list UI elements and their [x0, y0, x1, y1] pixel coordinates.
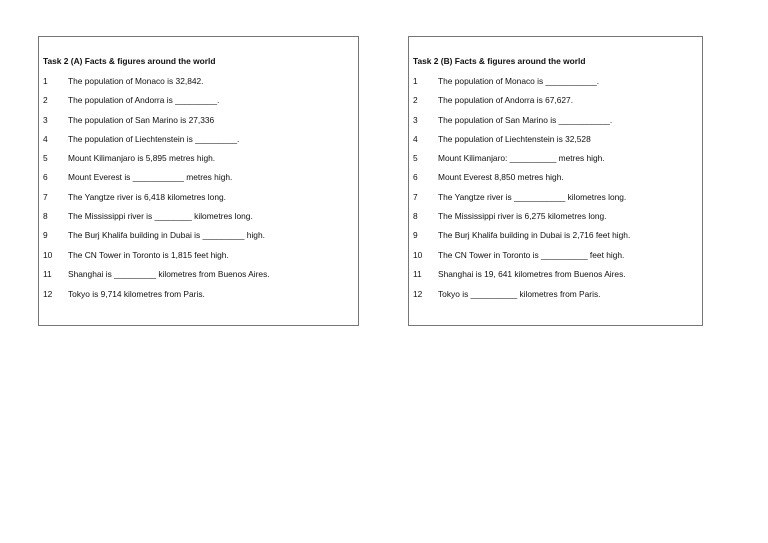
item-number: 4 [413, 134, 418, 144]
task-b-card [408, 36, 703, 326]
task-b-item-6 [413, 172, 564, 182]
item-text: The population of Andorra is 67,627. [438, 95, 574, 105]
task-a-item-7 [43, 192, 226, 202]
item-text: The population of Liechtenstein is 32,528 [438, 134, 591, 144]
task-b-item-5 [413, 153, 605, 163]
task-b-item-11 [413, 269, 626, 279]
item-text: Shanghai is _________ kilometres from Buenos Aires. [68, 269, 270, 279]
task-b-item-3 [413, 115, 612, 125]
task-a-item-4 [43, 134, 239, 144]
item-number: 9 [43, 230, 48, 240]
item-text: The CN Tower in Toronto is 1,815 feet high. [68, 250, 229, 260]
item-text: The population of Andorra is _________. [68, 95, 220, 105]
task-a-item-8 [43, 211, 253, 221]
item-text: Mount Everest is ___________ metres high. [68, 172, 233, 182]
task-b-item-2 [413, 95, 573, 105]
task-a-item-1 [43, 76, 204, 86]
item-text: The CN Tower in Toronto is __________ feet high. [438, 250, 625, 260]
task-a-item-12 [43, 289, 205, 299]
item-text: The Yangtze river is ___________ kilometres long. [438, 192, 627, 202]
item-text: The Mississippi river is 6,275 kilometres long. [438, 211, 607, 221]
task-b-title: Task 2 (B) Facts & figures around the world [413, 56, 586, 66]
task-a-item-10 [43, 250, 229, 260]
task-b-item-4 [413, 134, 591, 144]
task-a-card [38, 36, 359, 326]
item-text: Shanghai is 19, 641 kilometres from Buenos Aires. [438, 269, 626, 279]
task-a-item-5 [43, 153, 215, 163]
item-number: 3 [413, 115, 418, 125]
item-text: Tokyo is 9,714 kilometres from Paris. [68, 289, 205, 299]
item-number: 12 [43, 289, 53, 299]
item-text: The population of Monaco is ___________. [438, 76, 600, 86]
task-b-item-7 [413, 192, 626, 202]
item-number: 10 [43, 250, 53, 260]
task-b-item-12 [413, 289, 600, 299]
task-a-item-2 [43, 95, 219, 105]
task-a-item-9 [43, 230, 265, 240]
item-text: The population of San Marino is 27,336 [68, 115, 215, 125]
item-number: 2 [43, 95, 48, 105]
item-number: 12 [413, 289, 423, 299]
item-number: 2 [413, 95, 418, 105]
item-number: 3 [43, 115, 48, 125]
item-number: 4 [43, 134, 48, 144]
item-number: 9 [413, 230, 418, 240]
task-b-item-10 [413, 250, 624, 260]
item-text: The Burj Khalifa building in Dubai is 2,716 feet high. [438, 230, 631, 240]
item-number: 11 [413, 269, 422, 279]
item-text: The population of Liechtenstein is _________. [68, 134, 240, 144]
item-text: The population of Monaco is 32,842. [68, 76, 204, 86]
item-text: Mount Kilimanjaro is 5,895 metres high. [68, 153, 216, 163]
item-number: 8 [43, 211, 48, 221]
item-number: 6 [413, 172, 418, 182]
item-number: 7 [43, 192, 48, 202]
item-text: The Yangtze river is 6,418 kilometres long. [68, 192, 226, 202]
task-b-item-1 [413, 76, 599, 86]
item-text: The Burj Khalifa building in Dubai is _________ high. [68, 230, 265, 240]
item-number: 1 [413, 76, 418, 86]
item-number: 1 [43, 76, 48, 86]
task-b-item-9 [413, 230, 630, 240]
item-text: Tokyo is __________ kilometres from Paris. [438, 289, 601, 299]
task-a-item-3 [43, 115, 214, 125]
item-number: 5 [43, 153, 48, 163]
item-number: 6 [43, 172, 48, 182]
task-b-item-8 [413, 211, 607, 221]
item-text: Mount Everest 8,850 metres high. [438, 172, 564, 182]
task-a-item-11 [43, 269, 270, 279]
task-a-item-6 [43, 172, 232, 182]
item-number: 8 [413, 211, 418, 221]
item-number: 5 [413, 153, 418, 163]
item-number: 10 [413, 250, 423, 260]
item-number: 11 [43, 269, 52, 279]
item-text: The population of San Marino is ___________. [438, 115, 613, 125]
task-a-title: Task 2 (A) Facts & figures around the world [43, 56, 216, 66]
item-text: The Mississippi river is ________ kilometres long. [68, 211, 253, 221]
item-number: 7 [413, 192, 418, 202]
item-text: Mount Kilimanjaro: __________ metres high. [438, 153, 605, 163]
